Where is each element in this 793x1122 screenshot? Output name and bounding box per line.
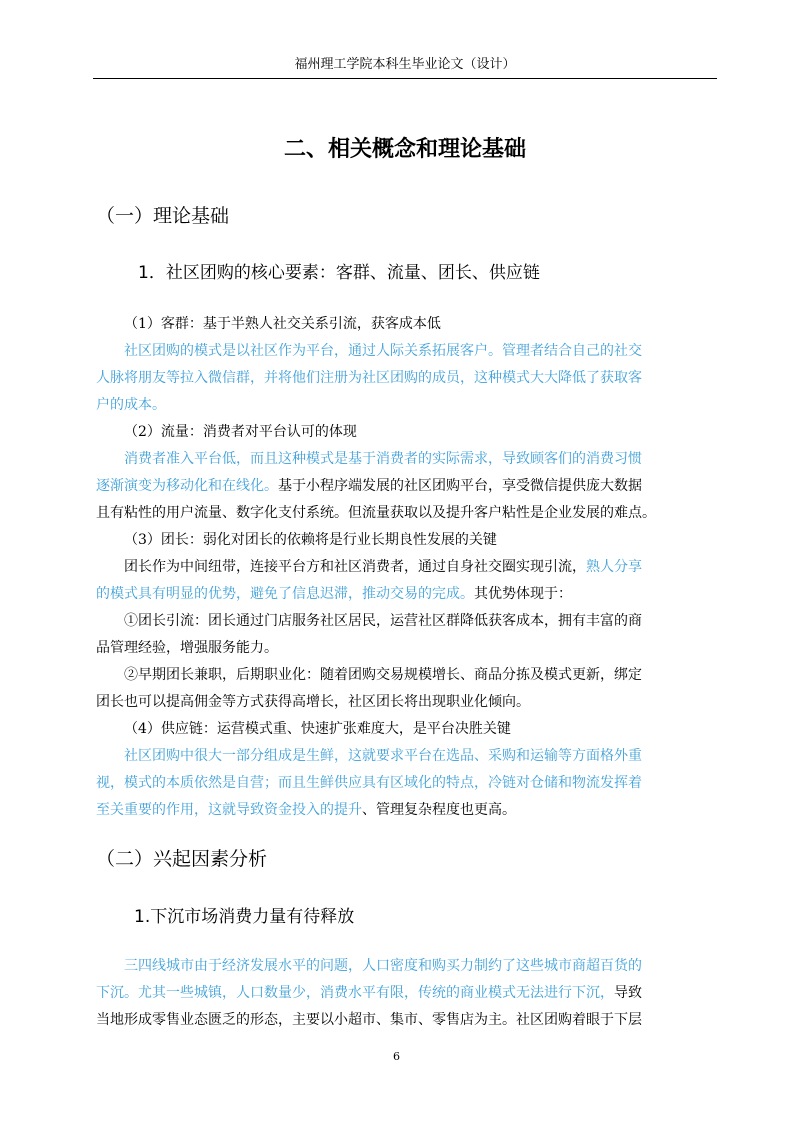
subsection-heading-lower-tier-market: 1.下沉市场消费力量有待释放	[134, 907, 355, 927]
text-run: 团长也可以提高佣金等方式获得高增长，社区团长将出现职业化倾向。	[96, 694, 530, 710]
section-heading-rise-factors: （二）兴起因素分析	[96, 848, 268, 870]
page-footer	[0, 1050, 793, 1064]
text-run: 导致	[614, 985, 642, 1001]
text-run: 团长作为中间纽带，连接平台方和社区消费者，通过自身社交圈实现引流，	[124, 559, 586, 575]
running-header-title: 福州理工学院本科生毕业论文（设计）	[294, 57, 516, 72]
text-run: ①团长引流：团长通过门店服务社区居民，运营社区群降低获客成本，拥有丰富的商	[124, 613, 642, 629]
text-run: 视，模式的本质依然是自营；而且生鲜供应具有区域化的特点，冷链对仓储和物流发挥着	[96, 775, 642, 791]
text-run: （1）客群：基于半熟人社交关系引流，获客成本低	[124, 316, 441, 332]
text-run: 社区团购的模式是以社区作为平台，通过人际关系拓展客户。管理者结合自己的社交	[124, 343, 642, 359]
paragraph-line	[96, 365, 720, 392]
text-run: 逐渐演变为移动化和在线化。	[96, 478, 278, 494]
paragraph-line	[96, 662, 720, 689]
paragraph-line	[96, 581, 720, 608]
text-run: 社区团购中很大一部分组成是生鲜，这就要求平台在选品、采购和运输等方面格外重	[124, 748, 642, 764]
running-header	[93, 56, 717, 79]
paragraph-line	[96, 797, 720, 824]
paragraph-line	[96, 338, 720, 365]
paragraph-line	[96, 419, 720, 446]
text-run: 至关重要的作用，这就导致资金投入的提升	[96, 802, 362, 818]
paragraph-line	[96, 446, 720, 473]
paragraph-line	[96, 689, 720, 716]
text-run: 当地形成零售业态匮乏的形态，主要以小超市、集市、零售店为主。社区团购着眼于下层	[96, 1012, 642, 1028]
paragraph-line	[96, 500, 720, 527]
paragraph-line	[96, 392, 720, 419]
paragraph-line	[96, 635, 720, 662]
paragraph-line	[96, 473, 720, 500]
paragraph-line	[96, 716, 720, 743]
text-run: 的模式具有明显的优势，避免了信息迟滞，推动交易的完成。	[96, 586, 474, 602]
chapter-title: 二、相关概念和理论基础	[283, 137, 526, 162]
text-run: 下沉。尤其一些城镇，人口数量少，消费水平有限，传统的商业模式无法进行下沉，	[96, 985, 614, 1001]
text-run: 其优势体现于：	[474, 586, 572, 602]
text-run: 、管理复杂程度也更高。	[362, 802, 516, 818]
section2-body	[96, 953, 720, 1034]
paragraph-line	[96, 527, 720, 554]
paragraph-line	[96, 743, 720, 770]
text-run: 消费者准入平台低，而且这种模式是基于消费者的实际需求，导致顾客们的消费习惯	[124, 451, 642, 467]
section-heading-theory: （一）理论基础	[96, 205, 230, 227]
section1-body	[96, 311, 720, 824]
paragraph-line	[96, 770, 720, 797]
page-number: 6	[393, 1050, 400, 1063]
paragraph-line	[96, 554, 720, 581]
text-run: （4）供应链：运营模式重、快速扩张难度大，是平台决胜关键	[124, 721, 511, 737]
text-run: ②早期团长兼职，后期职业化：随着团购交易规模增长、商品分拣及模式更新，绑定	[124, 667, 642, 683]
paragraph-line	[96, 953, 720, 980]
text-run: （3）团长：弱化对团长的依赖将是行业长期良性发展的关键	[124, 532, 497, 548]
text-run: （2）流量：消费者对平台认可的体现	[124, 424, 357, 440]
text-run: 三四线城市由于经济发展水平的问题，人口密度和购买力制约了这些城市商超百货的	[124, 958, 642, 974]
text-run: 人脉将朋友等拉入微信群，并将他们注册为社区团购的成员，这种模式大大降低了获取客	[96, 370, 642, 386]
paragraph-line	[96, 980, 720, 1007]
text-run: 品管理经验，增强服务能力。	[96, 640, 278, 656]
text-run: 基于小程序端发展的社区团购平台，享受微信提供庞大数据	[278, 478, 642, 494]
paragraph-line	[96, 1007, 720, 1034]
text-run: 户的成本。	[96, 397, 166, 413]
subsection-heading-core-elements: 1．社区团购的核心要素：客群、流量、团长、供应链	[138, 263, 540, 283]
paragraph-line	[96, 608, 720, 635]
text-run: 熟人分享	[586, 559, 642, 575]
paragraph-line	[96, 311, 720, 338]
text-run: 且有粘性的用户流量、数字化支付系统。但流量获取以及提升客户粘性是企业发展的难点。	[96, 505, 656, 521]
